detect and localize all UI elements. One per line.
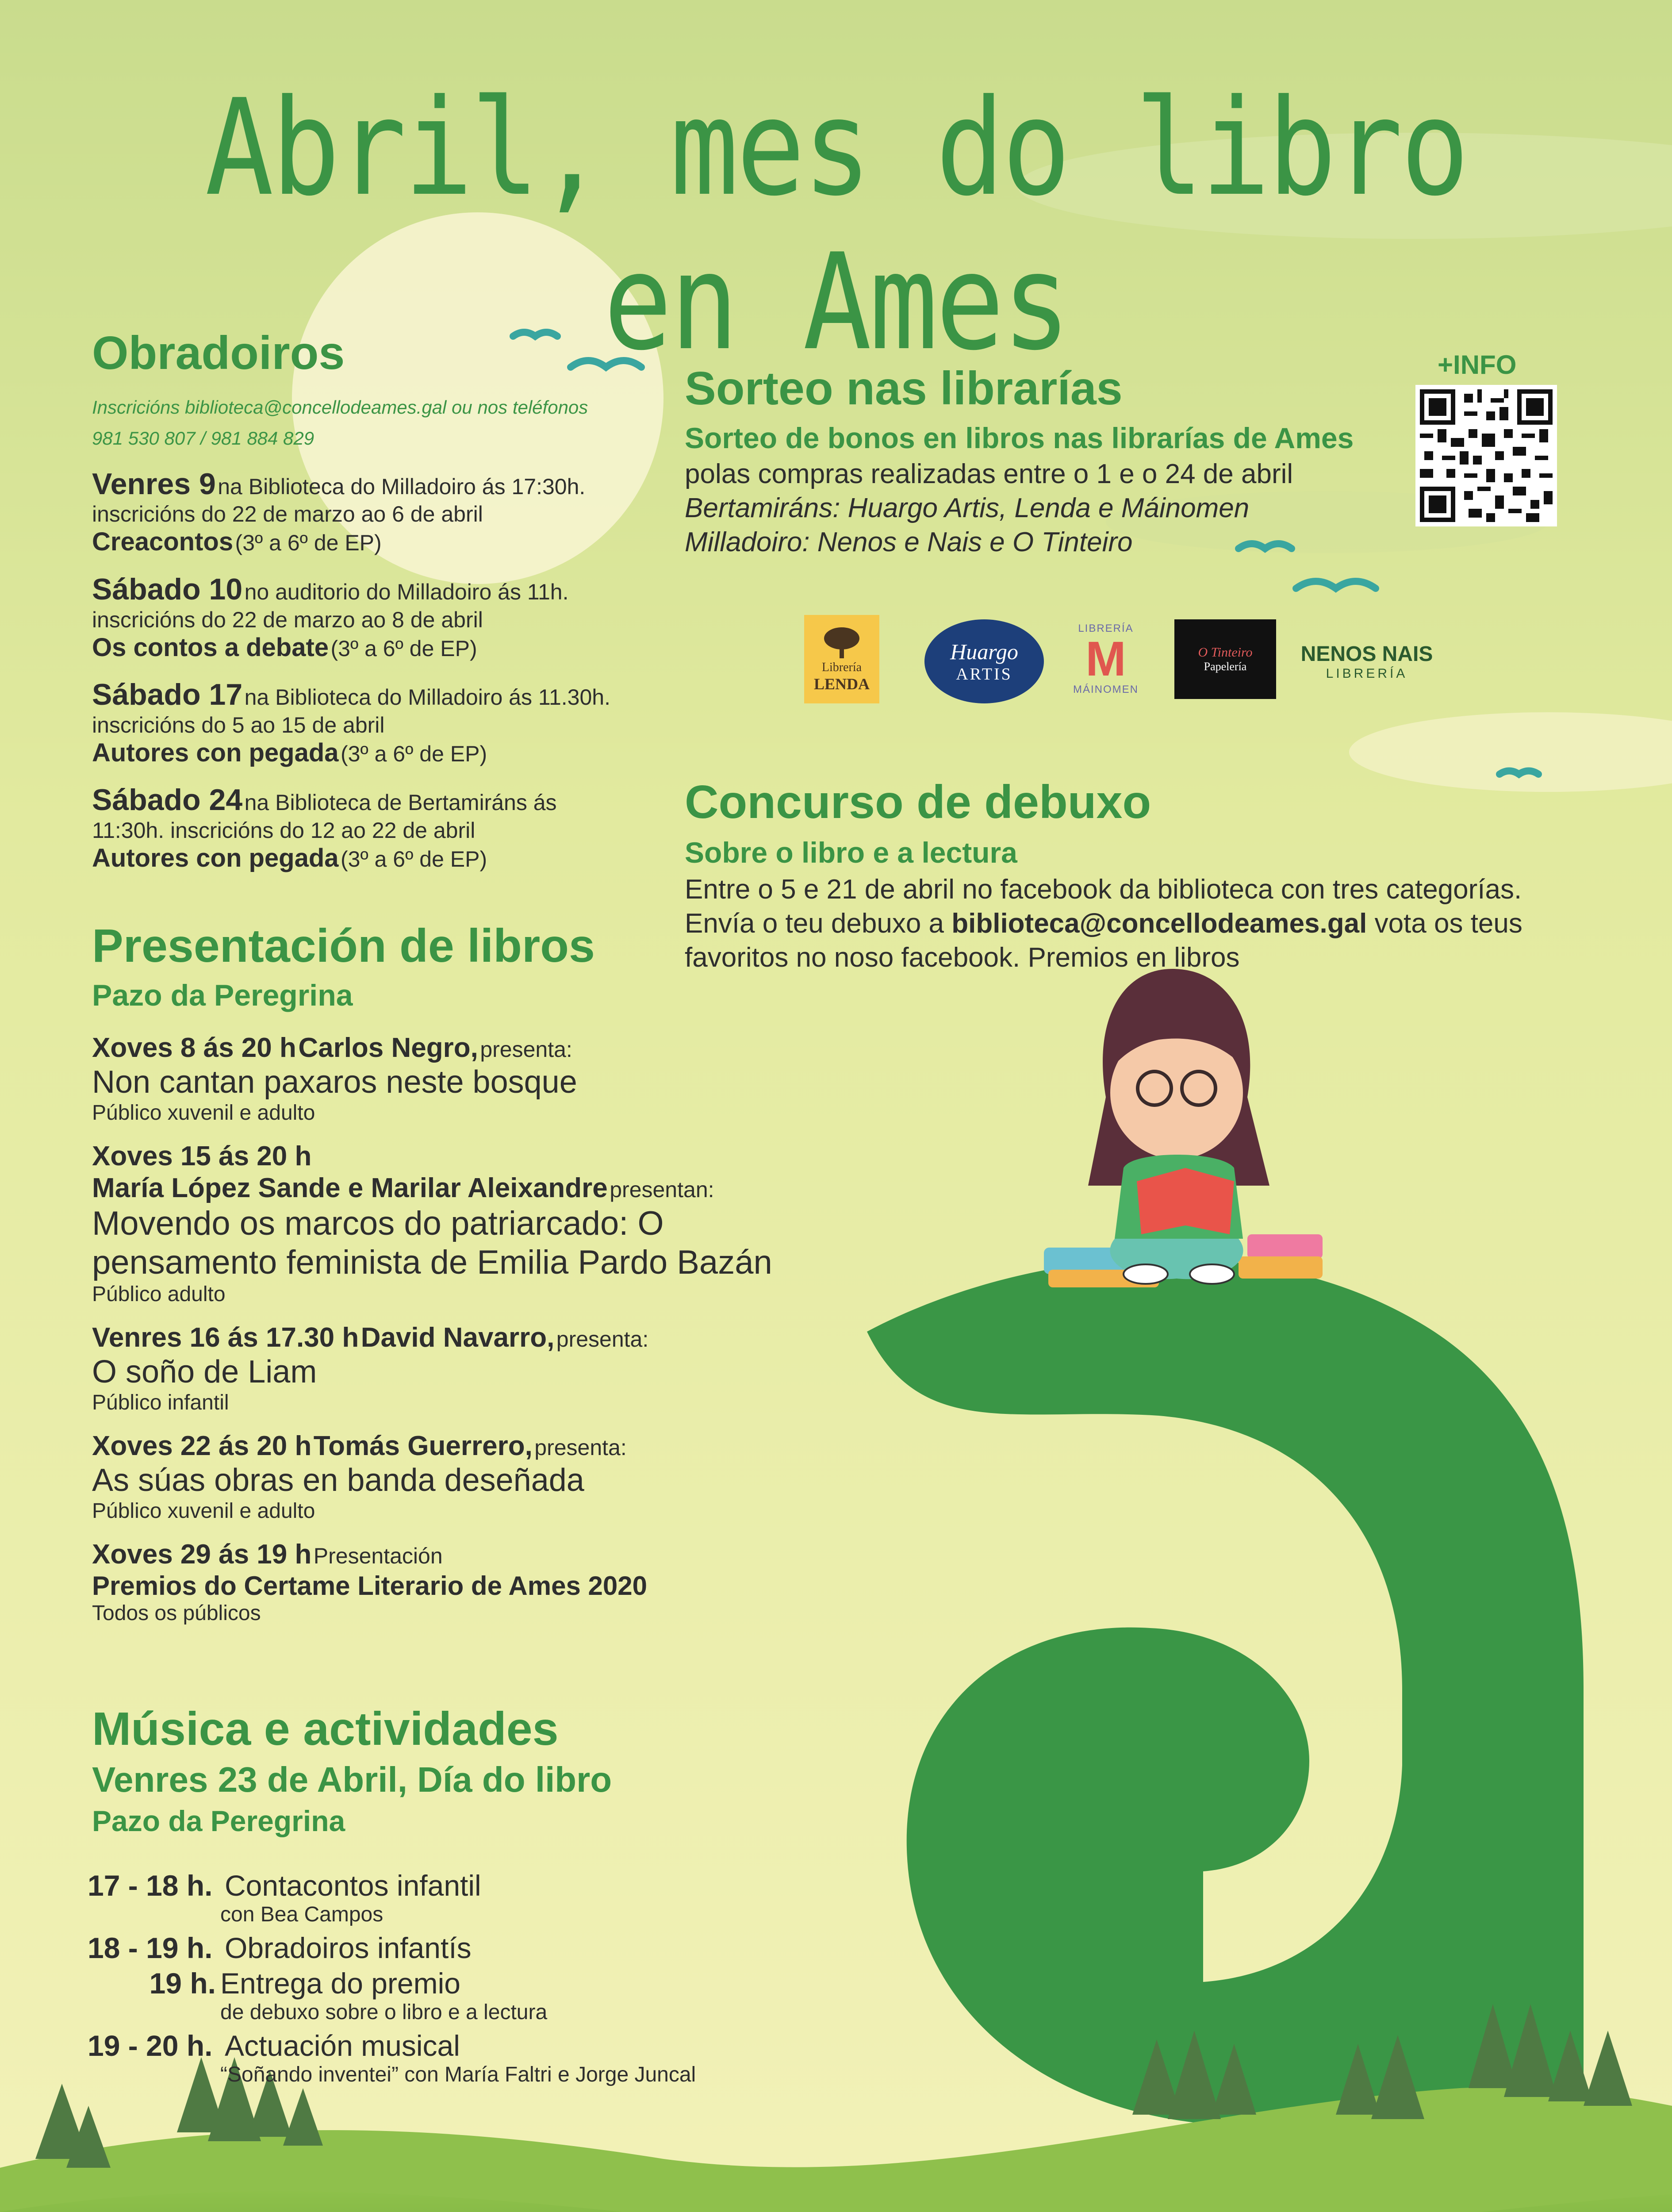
musica-venue: Pazo da Peregrina bbox=[92, 1804, 345, 1837]
qr-code[interactable] bbox=[1415, 385, 1557, 526]
concurso-heading: Concurso de debuxo bbox=[685, 776, 1151, 828]
schedule-row: 19 - 20 h. Actuación musical “Soñando inventei” con María Faltri e Jorge Juncal bbox=[88, 2029, 696, 2087]
presentation-item: Xoves 22 ás 20 h Tomás Guerrero, presenta: As súas obras en banda deseñada Público xuvenil e adulto bbox=[92, 1430, 627, 1523]
workshop-item: Sábado 10 no auditorio do Milladoiro ás 11h. inscricións do 22 de marzo ao 8 de abril Os contos a debate (3º a 6º de EP) bbox=[92, 572, 569, 662]
workshop-item: Sábado 24 na Biblioteca de Bertamiráns ás 11:30h. inscricións do 12 ao 22 de abril Autores con pegada (3º a 6º de EP) bbox=[92, 783, 557, 872]
concurso-subheading: Sobre o libro e a lectura bbox=[685, 836, 1017, 869]
presentacion-venue: Pazo da Peregrina bbox=[92, 978, 353, 1012]
logo-libreria-lenda: Librería LENDA bbox=[804, 615, 879, 703]
schedule-row: 19 h. Entrega do premio de debuxo sobre o libro e a lectura bbox=[149, 1967, 548, 2024]
musica-heading: Música e actividades bbox=[92, 1703, 559, 1755]
presentation-item: Xoves 15 ás 20 h María López Sande e Marilar Aleixandre presentan: Movendo os marcos do patriarcado: O pensamento feminista de Emilia Pardo Bazán Público adulto bbox=[92, 1141, 772, 1306]
logo-huargo-artis: Huargo ARTIS bbox=[924, 619, 1044, 703]
presentation-item: Xoves 29 ás 19 h Presentación Premios do Certame Literario de Ames 2020 Todos os públicos bbox=[92, 1539, 647, 1625]
schedule-row: 17 - 18 h. Contacontos infantil con Bea Campos bbox=[88, 1869, 481, 1927]
sorteo-section: Sorteo nas librarías Sorteo de bonos en libros nas librarías de Ames polas compras realizadas entre o 1 e o 24 de abril Bertamiráns: Huargo Artis, Lenda e Máinomen Milladoiro: Nenos e Nais e O Tinteiro bbox=[685, 363, 1437, 558]
obradoiros-section bbox=[92, 327, 689, 873]
logo-nenos-nais: NENOS NAIS LIBRERÍA bbox=[1300, 642, 1433, 681]
info-label: +INFO bbox=[1438, 350, 1517, 380]
poster-title: Abril, mes do libro en Ames bbox=[205, 71, 1467, 380]
presentacion-section bbox=[92, 920, 844, 1626]
logo-papeleria-o-tinteiro: O Tinteiro Papelería bbox=[1174, 619, 1276, 699]
tree-icon bbox=[820, 625, 864, 661]
workshop-item: Venres 9 na Biblioteca do Milladoiro ás 17:30h. inscricións do 22 de marzo ao 6 de abril Creacontos (3º a 6º de EP) bbox=[92, 467, 586, 557]
obradoiros-heading: Obradoiros bbox=[92, 327, 345, 379]
schedule-row: 18 - 19 h. Obradoiros infantís bbox=[88, 1932, 472, 1965]
phones: 981 530 807 / 981 884 829 bbox=[92, 427, 314, 449]
workshop-item: Sábado 17 na Biblioteca do Milladoiro ás 11.30h. inscricións do 5 ao 15 de abril Autores con pegada (3º a 6º de EP) bbox=[92, 677, 610, 767]
musica-date: Venres 23 de Abril, Día do libro bbox=[92, 1759, 612, 1799]
logo-libreria-mainomen: LIBRERÍA M MÁINOMEN bbox=[1073, 622, 1139, 695]
concurso-section: Concurso de debuxo Sobre o libro e a lectura Entre o 5 e 21 de abril no facebook da biblioteca con tres categorías. Envía o teu debuxo a biblioteca@concellodeames.gal vota os teus favoritos no noso facebook. Premios en libros bbox=[685, 776, 1614, 973]
presentation-item: Venres 16 ás 17.30 h David Navarro, presenta: O soño de Liam Público infantil bbox=[92, 1322, 649, 1415]
inscription-note: Inscricións biblioteca@concellodeames.gal ou nos teléfonos bbox=[92, 396, 588, 418]
sorteo-subheading: Sorteo de bonos en libros nas librarías de Ames bbox=[685, 421, 1354, 454]
contest-email[interactable]: biblioteca@concellodeames.gal bbox=[951, 908, 1367, 939]
presentacion-heading: Presentación de libros bbox=[92, 920, 595, 972]
m-letter-icon: M bbox=[1085, 632, 1126, 686]
sorteo-heading: Sorteo nas librarías bbox=[685, 362, 1123, 415]
presentation-item: Xoves 8 ás 20 h Carlos Negro, presenta: Non cantan paxaros neste bosque Público xuvenil e adulto bbox=[92, 1032, 577, 1125]
musica-section bbox=[88, 1703, 844, 2087]
